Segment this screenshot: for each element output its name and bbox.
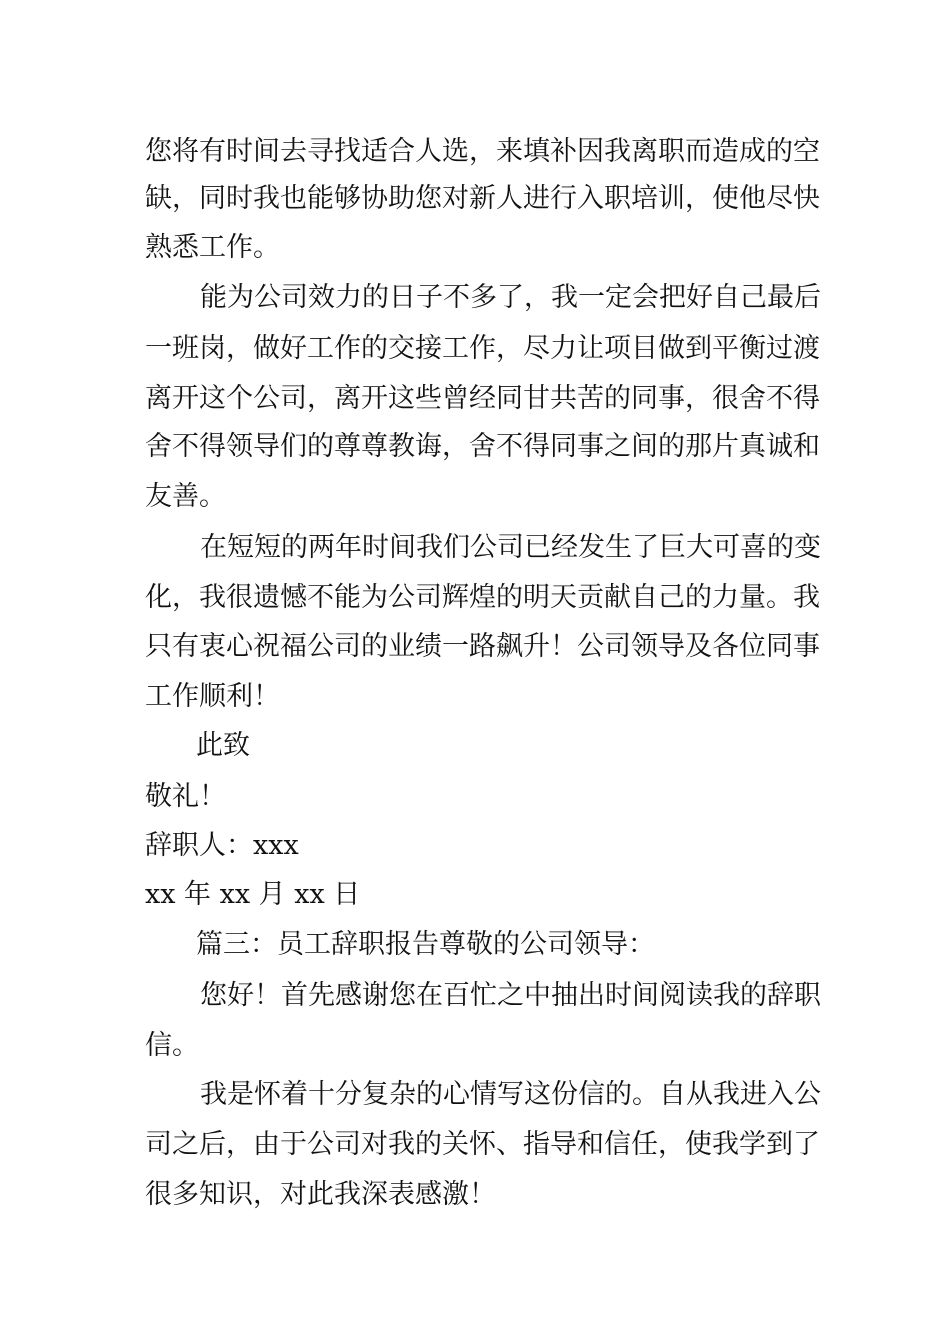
paragraph-line: 很多知识，对此我深表感激！ bbox=[145, 1179, 496, 1210]
paragraph-line: 化，我很遗憾不能为公司辉煌的明天贡献自己的力量。我 bbox=[145, 582, 820, 613]
paragraph-line: 您将有时间去寻找适合人选，来填补因我离职而造成的空 bbox=[145, 136, 820, 167]
salute-text: 敬礼！ bbox=[145, 781, 226, 812]
date-line: xx 年 xx 月 xx 日 bbox=[145, 879, 361, 910]
paragraph-line: 友善。 bbox=[145, 481, 226, 512]
paragraph-line: 我是怀着十分复杂的心情写这份信的。自从我进入公 bbox=[200, 1079, 821, 1110]
paragraph-line: 缺，同时我也能够协助您对新人进行入职培训，使他尽快 bbox=[145, 183, 820, 214]
paragraph-line: 只有衷心祝福公司的业绩一路飙升！公司领导及各位同事 bbox=[145, 631, 820, 662]
greeting-line: 您好！首先感谢您在百忙之中抽出时间阅读我的辞职 bbox=[200, 980, 821, 1011]
paragraph-line: 离开这个公司，离开这些曾经同甘共苦的同事，很舍不得 bbox=[145, 383, 820, 414]
paragraph-line: 工作顺利！ bbox=[145, 681, 280, 712]
paragraph-line: 一班岗，做好工作的交接工作，尽力让项目做到平衡过渡 bbox=[145, 333, 820, 364]
paragraph-line: 能为公司效力的日子不多了，我一定会把好自己最后 bbox=[200, 282, 821, 313]
paragraph-line: 司之后，由于公司对我的关怀、指导和信任，使我学到了 bbox=[145, 1129, 820, 1160]
greeting-line: 信。 bbox=[145, 1030, 199, 1061]
paragraph-line: 熟悉工作。 bbox=[145, 232, 280, 263]
paragraph-line: 舍不得领导们的尊尊教诲，舍不得同事之间的那片真诚和 bbox=[145, 431, 820, 462]
paragraph-line: 在短短的两年时间我们公司已经发生了巨大可喜的变 bbox=[200, 532, 821, 563]
signature-line: 辞职人：xxx bbox=[145, 830, 299, 861]
closing-text: 此致 bbox=[196, 730, 250, 761]
section-heading: 篇三：员工辞职报告尊敬的公司领导： bbox=[196, 929, 655, 960]
